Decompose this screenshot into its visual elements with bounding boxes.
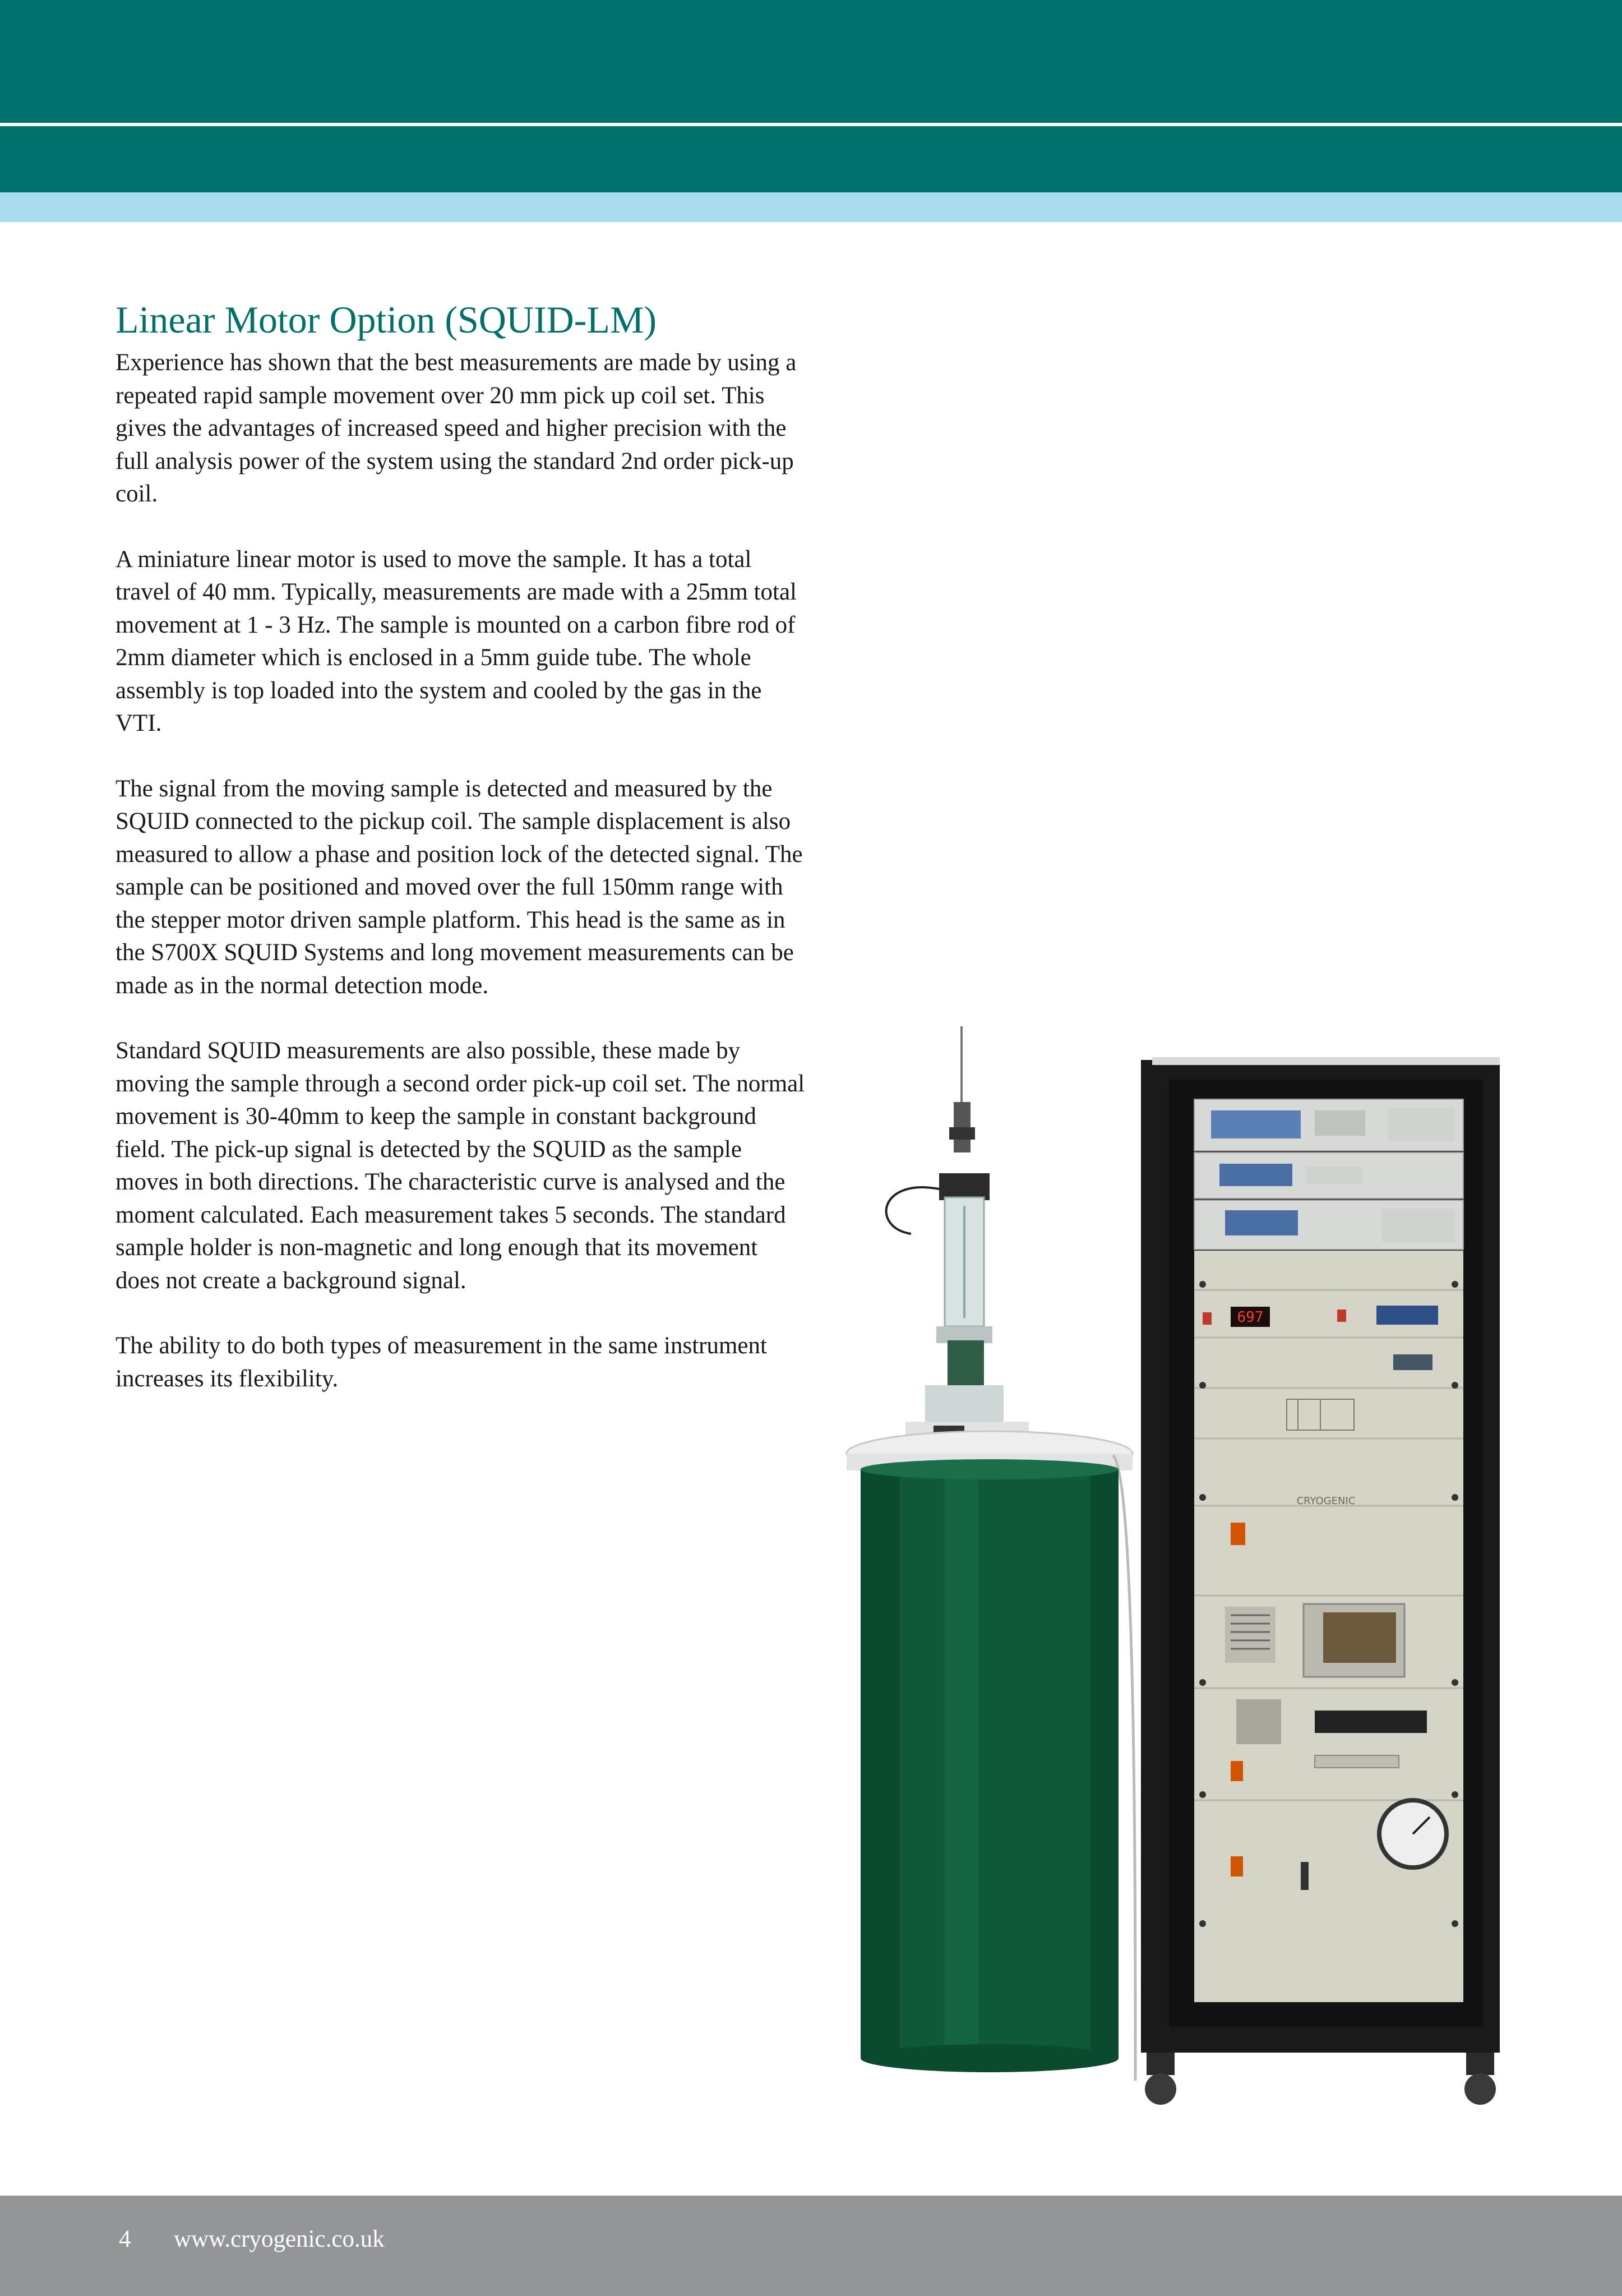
main-text-column (115, 296, 805, 1428)
paragraph-1: Experience has shown that the best measurements are made by using a repeated rapid sample movement over 20 mm pick up coil set. This gives the advantages of increased speed and higher precision with the full analysis power of the system using the standard 2nd order pick-up coil. (115, 349, 797, 507)
instrument-rack-image (1141, 1057, 1500, 2105)
paragraph-3: The signal from the moving sample is detected and measured by the SQUID connected to the pickup coil. The sample displacement is also measured to allow a phase and position lock of the detected signal. The sample can be positioned and moved over the full 150mm range with the stepper motor driven sample platform. This head is the same as in the S700X SQUID Systems and long movement measurements can be made as in the normal detection mode. (115, 775, 803, 999)
footer-website-link[interactable]: www.cryogenic.co.uk (174, 2226, 385, 2252)
rack-brand-label: CRYOGENIC (1296, 1495, 1356, 1507)
header-accent-band (0, 192, 1622, 222)
paragraph-4: Standard SQUID measurements are also possible, these made by moving the sample through a second order pick-up coil set. The normal movement is 30-40mm to keep the sample in constant background field. The pick-up signal is detected by the SQUID as the sample moves in both directions. The characteristic curve is analysed and the moment calculated. Each measurement takes 5 seconds. The standard sample holder is non-magnetic and long enough that its movement does not create a background signal. (115, 1038, 805, 1294)
paragraph-5: The ability to do both types of measurement in the same instrument increases its flexibility. (115, 1333, 767, 1392)
header-divider-line (0, 123, 1622, 126)
display-reading: 697 (1237, 1309, 1264, 1326)
page-number: 4 (119, 2226, 131, 2252)
cryostat-image (847, 1026, 1135, 2081)
squid-system-photo (777, 1026, 1514, 2114)
section-title: Linear Motor Option (SQUID-LM) (115, 298, 657, 341)
header-band (0, 0, 1622, 192)
paragraph-2: A miniature linear motor is used to move the sample. It has a total travel of 40 mm. Typically, measurements are made with a 25mm total movement at 1 - 3 Hz. The sample is mounted on a carbon fibre rod of 2mm diameter which is enclosed in a 5mm guide tube. The whole assembly is top loaded into the system and cooled by the gas in the VTI. (115, 546, 797, 736)
